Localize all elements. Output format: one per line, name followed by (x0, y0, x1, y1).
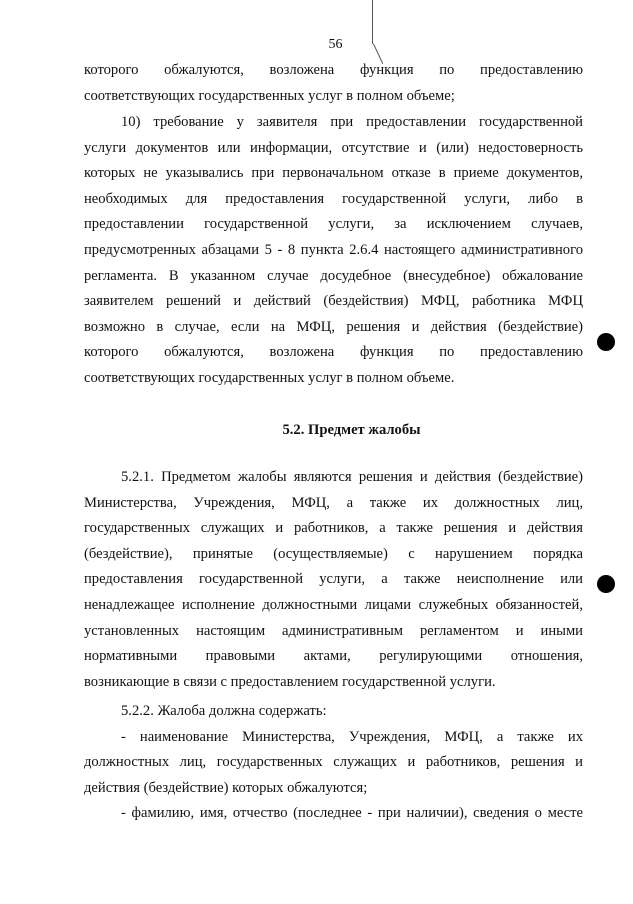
punch-hole-mark (597, 575, 615, 593)
text-line: - фамилию, имя, отчество (последнее - при наличии), сведения о месте (121, 805, 583, 822)
text-line: действия (бездействие) которых обжалуются; (84, 779, 368, 796)
text-line: предоставления государственной услуги, а также неисполнение или (84, 571, 583, 588)
text-line: возможно в случае, если на МФЦ, решения и действия (бездействие) (84, 318, 583, 335)
paragraph-5-2-2 (84, 699, 583, 827)
paragraph-5-2-1 (84, 465, 583, 695)
text-line: регламента. В указанном случае досудебное (внесудебное) обжалование (84, 267, 583, 284)
text-line: услуги документов или информации, отсутствие и (или) недостоверность (84, 139, 583, 156)
text-line: которых не указывались при первоначальном отказе в приеме документов, (84, 165, 583, 182)
text-line: установленных настоящим административным регламентом и иными (84, 622, 583, 639)
text-line: 5.2.2. Жалоба должна содержать: (121, 703, 327, 719)
text-line: 5.2.1. Предметом жалобы являются решения и действия (бездействие) (121, 469, 583, 485)
text-line: необходимых для предоставления государственной услуги, либо в (84, 190, 583, 207)
paragraph-item-10 (84, 110, 583, 392)
punch-hole-mark (597, 333, 615, 351)
text-line: ненадлежащее исполнение должностными лицами служебных обязанностей, (84, 596, 583, 613)
text-line: предусмотренных абзацами 5 - 8 пункта 2.6.4 настоящего административного (84, 241, 583, 258)
text-line: - наименование Министерства, Учреждения, МФЦ, а также их (121, 728, 583, 745)
page-number: 56 (328, 37, 343, 52)
text-line: государственных служащих и работников, а также решения и действия (84, 520, 583, 537)
text-line: которого обжалуются, возложена функция по предоставлению (84, 62, 583, 78)
text-line: заявителем решений и действий (бездействия) МФЦ, работника МФЦ (84, 293, 583, 310)
text-line: возникающие в связи с предоставлением государственной услуги. (84, 673, 496, 690)
text-line: предоставлении государственной услуги, за исключением случаев, (84, 216, 583, 233)
text-line: соответствующих государственных услуг в полном объеме. (84, 369, 455, 386)
text-line: нормативными правовыми актами, регулирующими отношения, (84, 648, 583, 665)
section-heading: 5.2. Предмет жалобы (282, 422, 421, 438)
text-line: соответствующих государственных услуг в полном объеме; (84, 87, 455, 104)
text-line: которого обжалуются, возложена функция по предоставлению (84, 344, 583, 361)
text-line: должностных лиц, государственных служащих и работников, решения и (84, 754, 583, 771)
paragraph-continuation (84, 58, 583, 109)
text-line: 10) требование у заявителя при предоставлении государственной (121, 114, 583, 130)
text-line: Министерства, Учреждения, МФЦ, а также их должностных лиц, (84, 494, 583, 511)
text-line: (бездействие), принятые (осуществляемые) с нарушением порядка (84, 545, 583, 562)
